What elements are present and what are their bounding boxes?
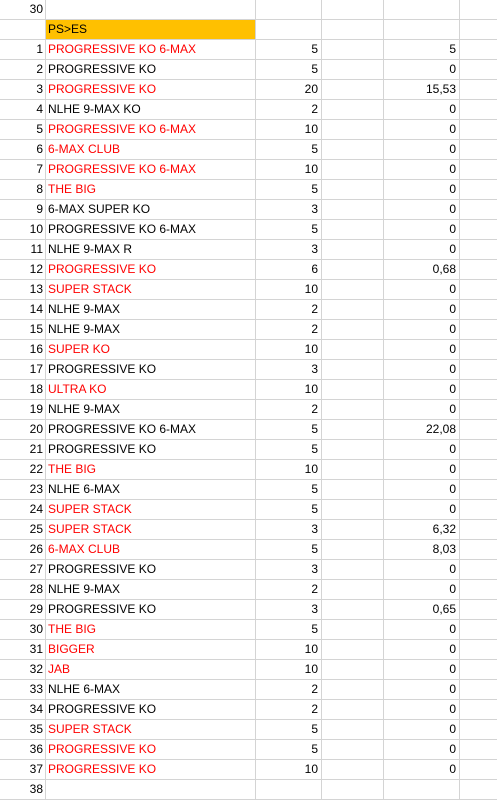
table-row bbox=[0, 620, 497, 640]
empty-cell[interactable] bbox=[322, 660, 384, 680]
table-row bbox=[0, 220, 497, 240]
table-row bbox=[0, 540, 497, 560]
row-number-cell[interactable]: 37 bbox=[0, 760, 46, 780]
row-number-cell[interactable]: 35 bbox=[0, 720, 46, 740]
result-cell[interactable]: 0 bbox=[384, 760, 460, 780]
empty-cell[interactable] bbox=[322, 480, 384, 500]
row-number-cell[interactable]: 18 bbox=[0, 380, 46, 400]
row-number-cell[interactable]: 23 bbox=[0, 480, 46, 500]
result-cell[interactable]: 15,53 bbox=[384, 80, 460, 100]
name-cell[interactable]: PROGRESSIVE KO bbox=[46, 80, 256, 100]
value-cell[interactable]: 5 bbox=[256, 500, 322, 520]
value-cell[interactable]: 10 bbox=[256, 280, 322, 300]
name-cell[interactable]: PROGRESSIVE KO bbox=[46, 740, 256, 760]
result-cell[interactable]: 0 bbox=[384, 460, 460, 480]
row-number-cell[interactable]: 27 bbox=[0, 560, 46, 580]
empty-cell[interactable] bbox=[460, 560, 497, 580]
empty-cell[interactable] bbox=[460, 320, 497, 340]
value-cell[interactable]: 5 bbox=[256, 720, 322, 740]
table-row bbox=[0, 180, 497, 200]
empty-cell[interactable] bbox=[460, 620, 497, 640]
empty-cell[interactable] bbox=[460, 180, 497, 200]
result-cell[interactable]: 0 bbox=[384, 700, 460, 720]
empty-cell[interactable] bbox=[460, 160, 497, 180]
value-cell[interactable]: 10 bbox=[256, 340, 322, 360]
empty-cell[interactable] bbox=[460, 720, 497, 740]
name-cell[interactable]: NLHE 9-MAX bbox=[46, 320, 256, 340]
empty-cell[interactable] bbox=[460, 300, 497, 320]
value-cell[interactable]: 5 bbox=[256, 220, 322, 240]
name-cell[interactable]: PROGRESSIVE KO 6-MAX bbox=[46, 160, 256, 180]
empty-cell[interactable] bbox=[322, 80, 384, 100]
value-cell[interactable]: 10 bbox=[256, 380, 322, 400]
value-cell[interactable]: 3 bbox=[256, 600, 322, 620]
empty-cell[interactable] bbox=[460, 680, 497, 700]
value-cell[interactable]: 5 bbox=[256, 540, 322, 560]
value-cell[interactable]: 2 bbox=[256, 680, 322, 700]
table-row bbox=[0, 140, 497, 160]
result-cell[interactable]: 8,03 bbox=[384, 540, 460, 560]
empty-cell[interactable] bbox=[322, 420, 384, 440]
value-cell[interactable]: 3 bbox=[256, 360, 322, 380]
empty-cell[interactable] bbox=[322, 180, 384, 200]
empty-cell[interactable] bbox=[322, 500, 384, 520]
table-row bbox=[0, 300, 497, 320]
empty-cell[interactable] bbox=[460, 360, 497, 380]
empty-cell[interactable] bbox=[322, 0, 384, 20]
value-cell[interactable]: 5 bbox=[256, 140, 322, 160]
name-cell[interactable]: NLHE 9-MAX bbox=[46, 300, 256, 320]
empty-cell[interactable] bbox=[460, 520, 497, 540]
row-number-cell[interactable]: 29 bbox=[0, 600, 46, 620]
row-number-cell[interactable]: 30 bbox=[0, 620, 46, 640]
result-cell[interactable]: 0 bbox=[384, 500, 460, 520]
value-cell[interactable]: 3 bbox=[256, 560, 322, 580]
empty-cell[interactable] bbox=[460, 0, 497, 20]
empty-cell[interactable] bbox=[460, 460, 497, 480]
empty-cell[interactable] bbox=[460, 480, 497, 500]
row-number-cell[interactable]: 8 bbox=[0, 180, 46, 200]
empty-cell[interactable] bbox=[460, 220, 497, 240]
name-cell[interactable]: BIGGER bbox=[46, 640, 256, 660]
value-cell[interactable]: 10 bbox=[256, 660, 322, 680]
name-cell[interactable]: 6-MAX SUPER KO bbox=[46, 200, 256, 220]
table-row bbox=[0, 560, 497, 580]
empty-cell[interactable] bbox=[460, 580, 497, 600]
table-row bbox=[0, 340, 497, 360]
name-cell[interactable]: 6-MAX CLUB bbox=[46, 540, 256, 560]
row-number-cell[interactable]: 24 bbox=[0, 500, 46, 520]
empty-cell[interactable] bbox=[322, 600, 384, 620]
table-row bbox=[0, 600, 497, 620]
row-number-cell[interactable]: 32 bbox=[0, 660, 46, 680]
value-cell[interactable]: 2 bbox=[256, 300, 322, 320]
result-cell[interactable]: 0 bbox=[384, 380, 460, 400]
table-row bbox=[0, 100, 497, 120]
value-cell[interactable]: 20 bbox=[256, 80, 322, 100]
result-cell[interactable]: 0 bbox=[384, 100, 460, 120]
value-cell[interactable]: 6 bbox=[256, 260, 322, 280]
empty-cell[interactable] bbox=[322, 700, 384, 720]
empty-cell[interactable] bbox=[322, 380, 384, 400]
row-number-cell[interactable]: 33 bbox=[0, 680, 46, 700]
empty-cell[interactable] bbox=[322, 780, 384, 800]
empty-cell[interactable] bbox=[322, 760, 384, 780]
result-cell[interactable]: 0 bbox=[384, 660, 460, 680]
name-cell[interactable]: PROGRESSIVE KO bbox=[46, 60, 256, 80]
empty-cell[interactable] bbox=[322, 20, 384, 40]
result-cell[interactable]: 0 bbox=[384, 560, 460, 580]
table-row bbox=[0, 680, 497, 700]
value-cell[interactable]: 3 bbox=[256, 200, 322, 220]
table-row bbox=[0, 260, 497, 280]
result-cell[interactable]: 0 bbox=[384, 620, 460, 640]
value-cell[interactable]: 5 bbox=[256, 620, 322, 640]
table-row bbox=[0, 440, 497, 460]
table-row bbox=[0, 400, 497, 420]
row-number-cell[interactable]: 14 bbox=[0, 300, 46, 320]
table-row bbox=[0, 120, 497, 140]
value-cell[interactable]: 5 bbox=[256, 740, 322, 760]
name-cell[interactable]: NLHE 6-MAX bbox=[46, 680, 256, 700]
value-cell[interactable]: 10 bbox=[256, 160, 322, 180]
name-cell[interactable]: PROGRESSIVE KO bbox=[46, 260, 256, 280]
result-cell[interactable]: 0 bbox=[384, 200, 460, 220]
result-cell[interactable]: 0 bbox=[384, 220, 460, 240]
row-number-cell[interactable]: 20 bbox=[0, 420, 46, 440]
empty-cell[interactable] bbox=[322, 120, 384, 140]
empty-cell[interactable] bbox=[460, 420, 497, 440]
value-cell[interactable]: 2 bbox=[256, 400, 322, 420]
row-number-cell[interactable]: 16 bbox=[0, 340, 46, 360]
row-number-cell[interactable]: 22 bbox=[0, 460, 46, 480]
result-cell[interactable] bbox=[384, 20, 460, 40]
result-cell[interactable]: 0 bbox=[384, 680, 460, 700]
empty-cell[interactable] bbox=[460, 260, 497, 280]
empty-cell[interactable] bbox=[322, 620, 384, 640]
empty-cell[interactable] bbox=[322, 580, 384, 600]
name-cell[interactable]: NLHE 9-MAX bbox=[46, 580, 256, 600]
row-number-cell[interactable]: 31 bbox=[0, 640, 46, 660]
row-number-cell[interactable]: 4 bbox=[0, 100, 46, 120]
empty-cell[interactable] bbox=[460, 340, 497, 360]
value-cell[interactable]: 5 bbox=[256, 40, 322, 60]
result-cell[interactable]: 6,32 bbox=[384, 520, 460, 540]
name-cell[interactable]: THE BIG bbox=[46, 620, 256, 640]
name-cell[interactable]: SUPER STACK bbox=[46, 720, 256, 740]
name-cell[interactable]: PROGRESSIVE KO bbox=[46, 560, 256, 580]
table-row bbox=[0, 740, 497, 760]
empty-cell[interactable] bbox=[322, 100, 384, 120]
empty-cell[interactable] bbox=[322, 300, 384, 320]
value-cell[interactable]: 10 bbox=[256, 640, 322, 660]
row-number-cell[interactable]: 38 bbox=[0, 780, 46, 800]
empty-cell[interactable] bbox=[322, 640, 384, 660]
result-cell[interactable]: 0 bbox=[384, 140, 460, 160]
empty-cell[interactable] bbox=[460, 780, 497, 800]
value-cell[interactable]: 3 bbox=[256, 240, 322, 260]
empty-cell[interactable] bbox=[460, 660, 497, 680]
empty-cell[interactable] bbox=[460, 80, 497, 100]
name-cell[interactable]: PROGRESSIVE KO bbox=[46, 600, 256, 620]
row-number-cell[interactable]: 5 bbox=[0, 120, 46, 140]
empty-cell[interactable] bbox=[322, 540, 384, 560]
name-cell[interactable]: PROGRESSIVE KO bbox=[46, 760, 256, 780]
table-row bbox=[0, 200, 497, 220]
result-cell[interactable]: 0 bbox=[384, 580, 460, 600]
value-cell[interactable]: 5 bbox=[256, 180, 322, 200]
empty-cell[interactable] bbox=[322, 160, 384, 180]
row-number-cell[interactable]: 9 bbox=[0, 200, 46, 220]
result-cell[interactable]: 0 bbox=[384, 740, 460, 760]
table-row bbox=[0, 60, 497, 80]
empty-cell[interactable] bbox=[460, 100, 497, 120]
table-row bbox=[0, 480, 497, 500]
empty-cell[interactable] bbox=[460, 20, 497, 40]
name-cell[interactable]: THE BIG bbox=[46, 460, 256, 480]
name-cell[interactable]: PROGRESSIVE KO 6-MAX bbox=[46, 220, 256, 240]
table-row bbox=[0, 580, 497, 600]
empty-cell[interactable] bbox=[460, 120, 497, 140]
name-cell[interactable] bbox=[46, 0, 256, 20]
result-cell[interactable]: 0 bbox=[384, 60, 460, 80]
empty-cell[interactable] bbox=[322, 240, 384, 260]
empty-cell[interactable] bbox=[460, 200, 497, 220]
empty-cell[interactable] bbox=[322, 340, 384, 360]
row-number-cell[interactable]: 19 bbox=[0, 400, 46, 420]
row-number-cell[interactable]: 34 bbox=[0, 700, 46, 720]
result-cell[interactable]: 0 bbox=[384, 400, 460, 420]
row-number-cell[interactable]: 11 bbox=[0, 240, 46, 260]
table-row bbox=[0, 460, 497, 480]
value-cell[interactable]: 5 bbox=[256, 480, 322, 500]
empty-cell[interactable] bbox=[322, 440, 384, 460]
name-cell[interactable]: ULTRA KO bbox=[46, 380, 256, 400]
sheet-row-top bbox=[0, 0, 497, 20]
sheet-row-bottom bbox=[0, 780, 497, 800]
table-row bbox=[0, 500, 497, 520]
row-number-cell[interactable]: 13 bbox=[0, 280, 46, 300]
value-cell[interactable]: 2 bbox=[256, 580, 322, 600]
row-number-cell[interactable]: 2 bbox=[0, 60, 46, 80]
table-row bbox=[0, 380, 497, 400]
value-cell[interactable] bbox=[256, 0, 322, 20]
empty-cell[interactable] bbox=[460, 140, 497, 160]
result-cell[interactable] bbox=[384, 780, 460, 800]
result-cell[interactable]: 0 bbox=[384, 180, 460, 200]
empty-cell[interactable] bbox=[322, 680, 384, 700]
empty-cell[interactable] bbox=[460, 40, 497, 60]
empty-cell[interactable] bbox=[322, 740, 384, 760]
result-cell[interactable]: 0 bbox=[384, 160, 460, 180]
row-number-cell[interactable]: 30 bbox=[0, 0, 46, 20]
empty-cell[interactable] bbox=[460, 760, 497, 780]
empty-cell[interactable] bbox=[322, 280, 384, 300]
table-row bbox=[0, 720, 497, 740]
name-cell[interactable]: THE BIG bbox=[46, 180, 256, 200]
result-cell[interactable]: 0 bbox=[384, 360, 460, 380]
table-row bbox=[0, 700, 497, 720]
table-row bbox=[0, 160, 497, 180]
empty-cell[interactable] bbox=[460, 700, 497, 720]
row-number-cell[interactable]: 1 bbox=[0, 40, 46, 60]
empty-cell[interactable] bbox=[322, 200, 384, 220]
empty-cell[interactable] bbox=[322, 520, 384, 540]
row-number-cell[interactable]: 25 bbox=[0, 520, 46, 540]
name-cell[interactable]: PROGRESSIVE KO 6-MAX bbox=[46, 120, 256, 140]
row-number-cell[interactable]: 7 bbox=[0, 160, 46, 180]
empty-cell[interactable] bbox=[322, 400, 384, 420]
result-cell[interactable]: 0 bbox=[384, 280, 460, 300]
value-cell[interactable]: 2 bbox=[256, 100, 322, 120]
value-cell[interactable]: 10 bbox=[256, 120, 322, 140]
empty-cell[interactable] bbox=[460, 380, 497, 400]
row-number-cell[interactable]: 15 bbox=[0, 320, 46, 340]
row-number-cell[interactable]: 10 bbox=[0, 220, 46, 240]
empty-cell[interactable] bbox=[460, 60, 497, 80]
value-cell[interactable]: 5 bbox=[256, 440, 322, 460]
table-row bbox=[0, 360, 497, 380]
result-cell[interactable]: 0 bbox=[384, 300, 460, 320]
result-cell[interactable]: 0 bbox=[384, 320, 460, 340]
result-cell[interactable]: 0 bbox=[384, 720, 460, 740]
result-cell[interactable]: 0 bbox=[384, 480, 460, 500]
value-cell[interactable]: 2 bbox=[256, 320, 322, 340]
name-cell[interactable]: SUPER KO bbox=[46, 340, 256, 360]
name-cell[interactable] bbox=[46, 780, 256, 800]
name-cell[interactable]: NLHE 9-MAX KO bbox=[46, 100, 256, 120]
empty-cell[interactable] bbox=[322, 360, 384, 380]
value-cell[interactable]: 3 bbox=[256, 520, 322, 540]
empty-cell[interactable] bbox=[460, 500, 497, 520]
result-cell[interactable]: 22,08 bbox=[384, 420, 460, 440]
row-number-cell[interactable]: 26 bbox=[0, 540, 46, 560]
row-number-cell[interactable]: 36 bbox=[0, 740, 46, 760]
empty-cell[interactable] bbox=[322, 140, 384, 160]
empty-cell[interactable] bbox=[322, 720, 384, 740]
name-cell[interactable]: SUPER STACK bbox=[46, 280, 256, 300]
empty-cell[interactable] bbox=[322, 560, 384, 580]
result-cell[interactable]: 0 bbox=[384, 120, 460, 140]
name-cell[interactable]: PROGRESSIVE KO bbox=[46, 360, 256, 380]
row-number-cell[interactable]: 21 bbox=[0, 440, 46, 460]
name-cell[interactable]: SUPER STACK bbox=[46, 520, 256, 540]
table-row bbox=[0, 80, 497, 100]
empty-cell[interactable] bbox=[322, 40, 384, 60]
empty-cell[interactable] bbox=[460, 740, 497, 760]
row-number-cell[interactable]: 17 bbox=[0, 360, 46, 380]
empty-cell[interactable] bbox=[322, 60, 384, 80]
table-row bbox=[0, 660, 497, 680]
empty-cell[interactable] bbox=[460, 240, 497, 260]
row-number-cell[interactable]: 12 bbox=[0, 260, 46, 280]
name-cell[interactable]: PROGRESSIVE KO bbox=[46, 440, 256, 460]
empty-cell[interactable] bbox=[460, 280, 497, 300]
name-cell[interactable]: NLHE 6-MAX bbox=[46, 480, 256, 500]
empty-cell[interactable] bbox=[460, 540, 497, 560]
table-row bbox=[0, 640, 497, 660]
row-number-cell[interactable]: 6 bbox=[0, 140, 46, 160]
table-row bbox=[0, 280, 497, 300]
result-cell[interactable]: 5 bbox=[384, 40, 460, 60]
empty-cell[interactable] bbox=[322, 260, 384, 280]
name-cell[interactable]: NLHE 9-MAX bbox=[46, 400, 256, 420]
value-cell[interactable]: 5 bbox=[256, 420, 322, 440]
name-cell[interactable]: PROGRESSIVE KO 6-MAX bbox=[46, 40, 256, 60]
empty-cell[interactable] bbox=[460, 400, 497, 420]
value-cell[interactable]: 5 bbox=[256, 60, 322, 80]
table-row bbox=[0, 760, 497, 780]
empty-cell[interactable] bbox=[460, 440, 497, 460]
result-cell[interactable]: 0 bbox=[384, 240, 460, 260]
name-cell[interactable]: SUPER STACK bbox=[46, 500, 256, 520]
name-cell[interactable]: JAB bbox=[46, 660, 256, 680]
header-label-cell[interactable]: PS>ES bbox=[46, 20, 256, 40]
empty-cell[interactable] bbox=[460, 640, 497, 660]
row-number-cell[interactable]: 3 bbox=[0, 80, 46, 100]
result-cell[interactable]: 0 bbox=[384, 440, 460, 460]
sheet-row-header bbox=[0, 20, 497, 40]
name-cell[interactable]: 6-MAX CLUB bbox=[46, 140, 256, 160]
empty-cell[interactable] bbox=[460, 600, 497, 620]
result-cell[interactable]: 0 bbox=[384, 640, 460, 660]
result-cell[interactable]: 0,65 bbox=[384, 600, 460, 620]
result-cell[interactable]: 0 bbox=[384, 340, 460, 360]
table-row bbox=[0, 320, 497, 340]
value-cell[interactable]: 10 bbox=[256, 460, 322, 480]
empty-cell[interactable] bbox=[322, 220, 384, 240]
table-row bbox=[0, 40, 497, 60]
name-cell[interactable]: PROGRESSIVE KO bbox=[46, 700, 256, 720]
empty-cell[interactable] bbox=[322, 460, 384, 480]
value-cell[interactable] bbox=[256, 20, 322, 40]
result-cell[interactable]: 0,68 bbox=[384, 260, 460, 280]
result-cell[interactable] bbox=[384, 0, 460, 20]
value-cell[interactable]: 2 bbox=[256, 700, 322, 720]
value-cell[interactable] bbox=[256, 780, 322, 800]
row-number-cell[interactable]: 28 bbox=[0, 580, 46, 600]
row-number-cell[interactable] bbox=[0, 20, 46, 40]
name-cell[interactable]: NLHE 9-MAX R bbox=[46, 240, 256, 260]
table-row bbox=[0, 240, 497, 260]
table-row bbox=[0, 420, 497, 440]
value-cell[interactable]: 10 bbox=[256, 760, 322, 780]
table-row bbox=[0, 520, 497, 540]
empty-cell[interactable] bbox=[322, 320, 384, 340]
name-cell[interactable]: PROGRESSIVE KO 6-MAX bbox=[46, 420, 256, 440]
